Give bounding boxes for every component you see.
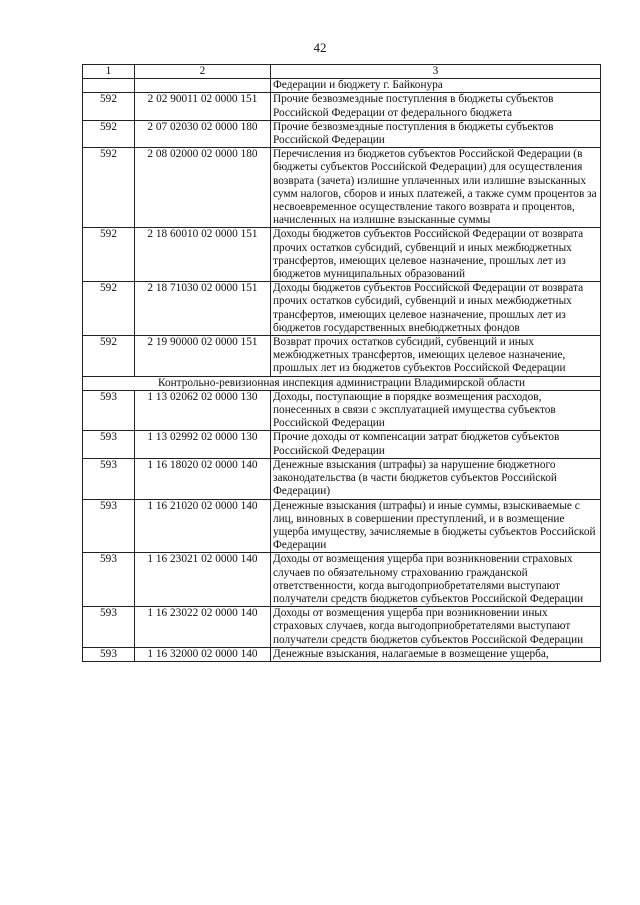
revenue-code-cell: 1 16 23022 02 0000 140: [135, 607, 271, 648]
revenue-code-cell: 1 16 23021 02 0000 140: [135, 553, 271, 607]
page-number: 42: [313, 40, 327, 55]
table-header-row: [83, 65, 601, 79]
admin-code-cell: 593: [83, 499, 135, 553]
revenue-name-cell: Возврат прочих остатков субсидий, субвенций и иных межбюджетных трансфертов, имеющих целевое назначение, прошлых лет из бюджетов субъектов Российской Федерации: [271, 336, 601, 377]
revenue-name-cell: Прочие доходы от компенсации затрат бюджетов субъектов Российской Федерации: [271, 431, 601, 458]
revenue-code-cell: 2 02 90011 02 0000 151: [135, 93, 271, 120]
table-row: [83, 553, 601, 607]
admin-code-cell: 592: [83, 148, 135, 228]
table-row: [83, 93, 601, 120]
admin-code-cell: 593: [83, 607, 135, 648]
table-row: [83, 148, 601, 228]
table-row: [83, 120, 601, 147]
revenue-code-cell: [135, 79, 271, 93]
continuation-row: [83, 79, 601, 93]
revenue-code-cell: 2 18 60010 02 0000 151: [135, 228, 271, 282]
admin-code-cell: 592: [83, 120, 135, 147]
revenue-code-cell: 1 16 18020 02 0000 140: [135, 458, 271, 499]
revenue-name-cell: Доходы, поступающие в порядке возмещения расходов, понесенных в связи с эксплуатацией имущества субъектов Российской Федерации: [271, 390, 601, 431]
admin-code-cell: 593: [83, 390, 135, 431]
table-row: [83, 431, 601, 458]
revenue-name-cell: Прочие безвозмездные поступления в бюджеты субъектов Российской Федерации от федерального бюджета: [271, 93, 601, 120]
revenue-name-cell: Прочие безвозмездные поступления в бюджеты субъектов Российской Федерации: [271, 120, 601, 147]
revenue-codes-table: [82, 64, 601, 662]
revenue-name-cell: Доходы от возмещения ущерба при возникновении страховых случаев по обязательному страхованию гражданской ответственности, когда выгодоприобретателями выступают получатели средств бюджетов субъектов Российской Федерации: [271, 553, 601, 607]
revenue-name-cell: Доходы от возмещения ущерба при возникновении иных страховых случаев, когда выгодоприобретателями выступают получатели средств бюджетов субъектов Российской Федерации: [271, 607, 601, 648]
revenue-name-cell: Денежные взыскания (штрафы) за нарушение бюджетного законодательства (в части бюджетов субъектов Российской Федерации): [271, 458, 601, 499]
column-header-1: 1: [83, 65, 135, 79]
revenue-code-cell: 1 13 02062 02 0000 130: [135, 390, 271, 431]
revenue-name-cell: Перечисления из бюджетов субъектов Российской Федерации (в бюджеты субъектов Российской Федерации) для осуществления возврата (зачета) излишне уплаченных или излишне взысканных сумм налогов, сборов и иных платежей, а также сумм процентов за несвоевременное осуществление такого возврата и процентов, начисленных на излишне взысканные суммы: [271, 148, 601, 228]
table-row: [83, 607, 601, 648]
admin-code-cell: 592: [83, 336, 135, 377]
admin-code-cell: [83, 79, 135, 93]
revenue-code-cell: 2 18 71030 02 0000 151: [135, 282, 271, 336]
table-row: [83, 499, 601, 553]
revenue-name-cell: Денежные взыскания, налагаемые в возмещение ущерба,: [271, 647, 601, 661]
table-row: [83, 336, 601, 377]
revenue-name-cell: Денежные взыскания (штрафы) и иные суммы, взыскиваемые с лиц, виновных в совершении преступлений, и в возмещение ущерба имуществу, зачисляемые в бюджеты субъектов Российской Федерации: [271, 499, 601, 553]
revenue-code-cell: 1 16 21020 02 0000 140: [135, 499, 271, 553]
revenue-code-cell: 2 19 90000 02 0000 151: [135, 336, 271, 377]
revenue-name-cell: Доходы бюджетов субъектов Российской Федерации от возврата прочих остатков субсидий, субвенций и иных межбюджетных трансфертов, имеющих целевое назначение, прошлых лет из бюджетов муниципальных образований: [271, 228, 601, 282]
column-header-2: 2: [135, 65, 271, 79]
revenue-code-cell: 1 13 02992 02 0000 130: [135, 431, 271, 458]
table-row: [83, 647, 601, 661]
table-row: [83, 458, 601, 499]
table-row: [83, 228, 601, 282]
admin-code-cell: 592: [83, 282, 135, 336]
revenue-code-cell: 2 08 02000 02 0000 180: [135, 148, 271, 228]
table-row: [83, 390, 601, 431]
admin-code-cell: 593: [83, 553, 135, 607]
admin-code-cell: 592: [83, 228, 135, 282]
column-header-3: 3: [271, 65, 601, 79]
table-row: [83, 282, 601, 336]
section-header-row: [83, 376, 601, 390]
admin-code-cell: 593: [83, 431, 135, 458]
revenue-code-cell: 1 16 32000 02 0000 140: [135, 647, 271, 661]
revenue-name-cell: Федерации и бюджету г. Байконура: [271, 79, 601, 93]
admin-code-cell: 593: [83, 458, 135, 499]
section-title: Контрольно-ревизионная инспекция администрации Владимирской области: [83, 376, 601, 390]
admin-code-cell: 593: [83, 647, 135, 661]
admin-code-cell: 592: [83, 93, 135, 120]
revenue-code-cell: 2 07 02030 02 0000 180: [135, 120, 271, 147]
revenue-name-cell: Доходы бюджетов субъектов Российской Федерации от возврата прочих остатков субсидий, субвенций и иных межбюджетных трансфертов, имеющих целевое назначение, прошлых лет из бюджетов государственных внебюджетных фондов: [271, 282, 601, 336]
